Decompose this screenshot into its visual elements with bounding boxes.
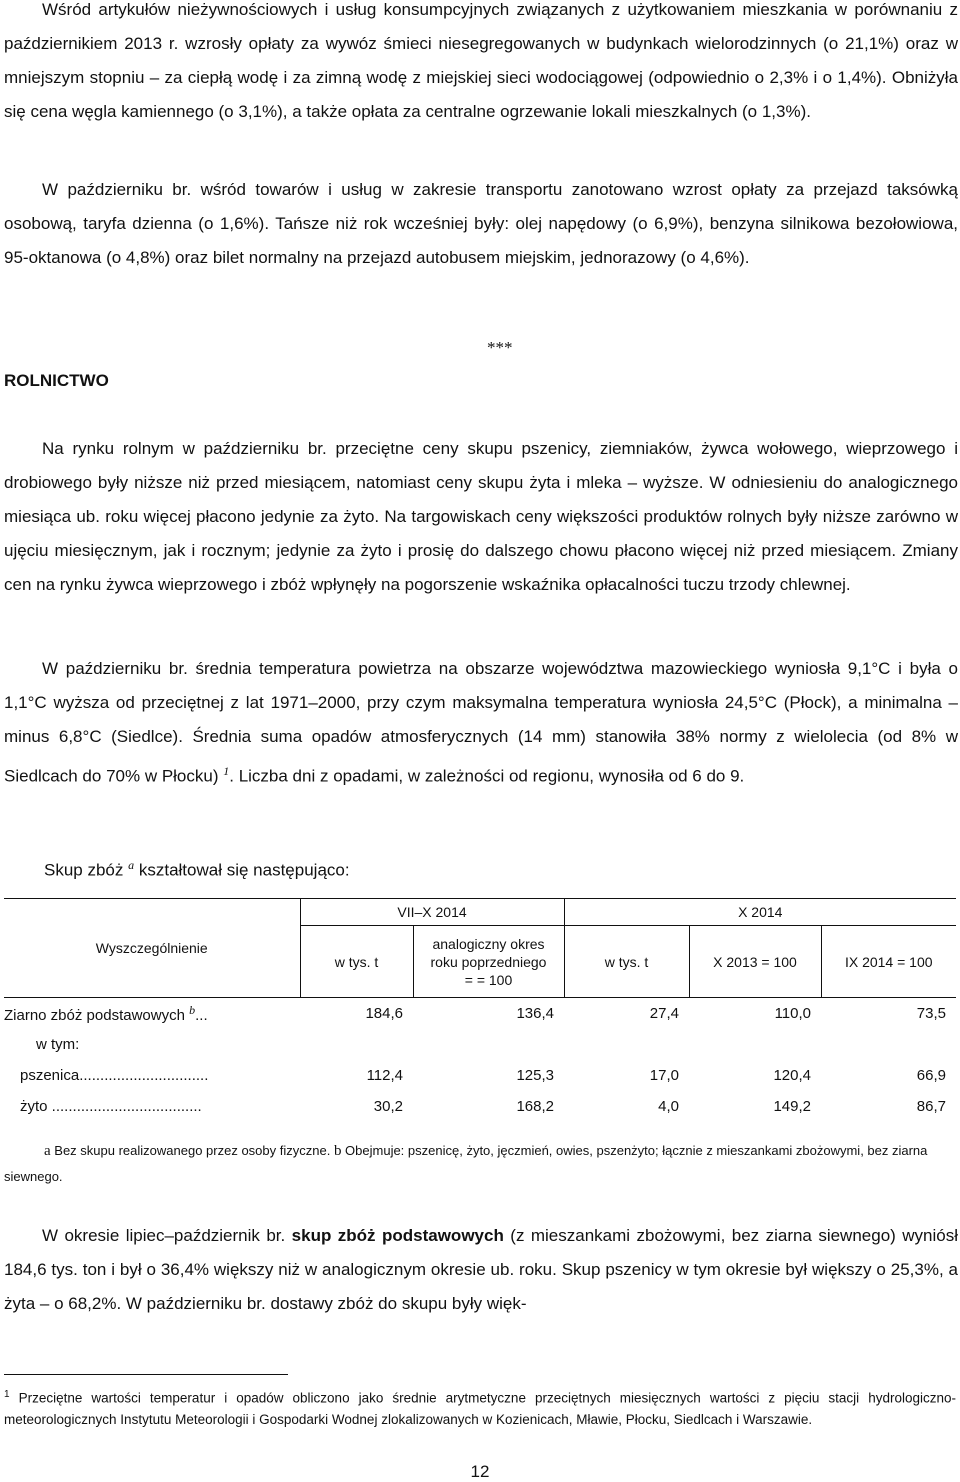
cell-value: 112,4: [366, 1067, 403, 1084]
col-header-index-prev-year: analogiczny okres roku poprzedniego = = 100: [413, 926, 564, 998]
cell-value: 73,5: [916, 1005, 946, 1022]
col-header-index-ix2014: IX 2014 = 100: [821, 926, 956, 998]
table-row: [4, 998, 956, 1030]
note-b-marker: b: [333, 1143, 342, 1159]
cell-value: 30,2: [373, 1098, 403, 1115]
table-row: [4, 1060, 956, 1091]
footnote: [4, 1384, 956, 1430]
paragraph-weather: [4, 652, 958, 794]
stub-header: Wyszczególnienie: [4, 899, 300, 998]
footnote-marker: 1: [4, 1389, 10, 1400]
table-notes: [4, 1138, 956, 1190]
page-number: 12: [470, 1462, 490, 1481]
row-label: Ziarno zbóż podstawowych $^b$...: [4, 1003, 208, 1024]
paragraph-grain-procurement: W okresie lipiec–październik br. skup zbóż podstawowych (z mieszankami zbożowymi, bez ziarna siewnego) wyniósł 184,6 tys. ton i był o 36,4% większy niż w analogicznym okresie ub. roku. Skup pszenicy w tym okresie był większy o 25,3%, a żyta – o 68,2%. W październiku br. dostawy zbóż do skupu były więk-: [4, 1226, 958, 1313]
row-label: pszenica...............................: [20, 1067, 209, 1084]
table-caption-marker: a: [128, 858, 135, 872]
note-a-text: Bez skupu realizowanego przez osoby fizyczne.: [50, 1143, 334, 1158]
cell-value: 110,0: [774, 1005, 811, 1022]
table-caption: [44, 858, 350, 881]
paragraph-transport-costs: W październiku br. wśród towarów i usług w zakresie transportu zanotowano wzrost opłaty za przejazd taksówką osobową, taryfa dzienna (o 1,6%). Tańsze niż rok wcześniej były: olej napędowy (o 6,9%), benzyna silnikowa bezołowiowa, 95-oktanowa (o 4,8%) oraz bilet normalny na przejazd autobusem miejskim, jednorazowy (o 4,6%).: [4, 180, 958, 267]
table-row: [4, 1091, 956, 1122]
cell-value: 27,4: [649, 1005, 679, 1022]
cell-value: 86,7: [916, 1098, 946, 1115]
col-header-volume-period: w tys. t: [300, 926, 413, 998]
grain-procurement-table: [4, 898, 956, 1122]
group-header-month: X 2014: [564, 899, 956, 926]
table-caption-before: Skup zbóż: [44, 860, 124, 880]
footnote-text: Przeciętne wartości temperatur i opadów obliczono jako średnie arytmetyczne przeciętnych miesięcznych wartości z pięciu stacji hydrologiczno-meteorologicznych Instytutu Meteorologii i Gospodarki Wodnej zlokalizowanych w Kozienicach, Mławie, Płocku, Siedlcach i Warszawie.: [4, 1390, 956, 1427]
table-caption-after: kształtował się następująco:: [134, 860, 350, 880]
cell-value: 66,9: [916, 1067, 946, 1084]
row-label: żyto ....................................: [20, 1098, 202, 1115]
cell-value: 17,0: [649, 1067, 679, 1084]
cell-value: 184,6: [365, 1005, 403, 1022]
cell-value: 125,3: [516, 1067, 554, 1084]
footnote-divider: [4, 1374, 288, 1375]
weather-text: W październiku br. średnia temperatura powietrza na obszarze województwa mazowieckiego wyniosła 9,1°C i była o 1,1°C wyższa od przeciętnej z lat 1971–2000, przy czym maksymalna temperatura wyniosła 24,5°C (Płock), a minimalna – minus 6,8°C (Siedlce). Średnia suma opadów atmosferycznych (14 mm) stanowiła 38% normy z wielolecia (od 8% w Siedlcach do 70% w Płocku): [4, 659, 958, 786]
col-header-index-x2013: X 2013 = 100: [689, 926, 821, 998]
row-marker: b: [189, 1003, 196, 1017]
table-row: [4, 1029, 956, 1060]
row-label: w tym:: [36, 1036, 80, 1053]
section-heading: ROLNICTWO: [4, 371, 109, 390]
bold-term: skup zbóż podstawowych: [291, 1226, 504, 1245]
cell-value: 149,2: [773, 1098, 811, 1115]
cell-value: 4,0: [658, 1098, 679, 1115]
cell-value: 168,2: [516, 1098, 554, 1115]
paragraph-housing-costs: Wśród artykułów nieżywnościowych i usług konsumpcyjnych związanych z użytkowaniem mieszkania w porównaniu z październikiem 2013 r. wzrosły opłaty za wywóz śmieci niesegregowanych w budynkach wielorodzinnych (o 21,1%) oraz w mniejszym stopniu – za ciepłą wodę i za zimną wodę z miejskiej sieci wodociągowej (odpowiednio o 2,3% i o 1,4%). Obniżyła się cena węgla kamiennego (o 3,1%), a także opłata za centralne ogrzewanie lokali mieszkalnych (o 1,3%).: [4, 0, 958, 121]
group-header-period: VII–X 2014: [300, 899, 564, 926]
cell-value: 120,4: [773, 1067, 811, 1084]
weather-text-end: . Liczba dni z opadami, w zależności od regionu, wynosiła od 6 do 9.: [229, 766, 745, 786]
footnote-ref-1[interactable]: 1: [223, 764, 230, 778]
section-separator: ***: [487, 338, 513, 357]
note-a-marker: a: [44, 1143, 51, 1159]
cell-value: 136,4: [516, 1005, 554, 1022]
paragraph-agricultural-market: Na rynku rolnym w październiku br. przeciętne ceny skupu pszenicy, ziemniaków, żywca wołowego, wieprzowego i drobiowego były niższe niż przed miesiącem, natomiast ceny skupu żyta i mleka – wyższe. W odniesieniu do analogicznego miesiąca ub. roku więcej płacono jedynie za żyto. Na targowiskach ceny większości produktów rolnych były niższe zarówno w ujęciu miesięcznym, jak i rocznym; jedynie za żyto i prosię do dalszego chowu płacono więcej niż przed miesiącem. Zmiany cen na rynku żywca wieprzowego i zbóż wpłynęły na pogorszenie wskaźnika opłacalności tuczu trzody chlewnej.: [4, 439, 958, 594]
note-b-text: Obejmuje: pszenicę, żyto, jęczmień, owies, pszenżyto; łącznie z mieszankami zbożowymi, bez ziarna siewnego.: [4, 1143, 928, 1184]
col-header-volume-month: w tys. t: [564, 926, 689, 998]
